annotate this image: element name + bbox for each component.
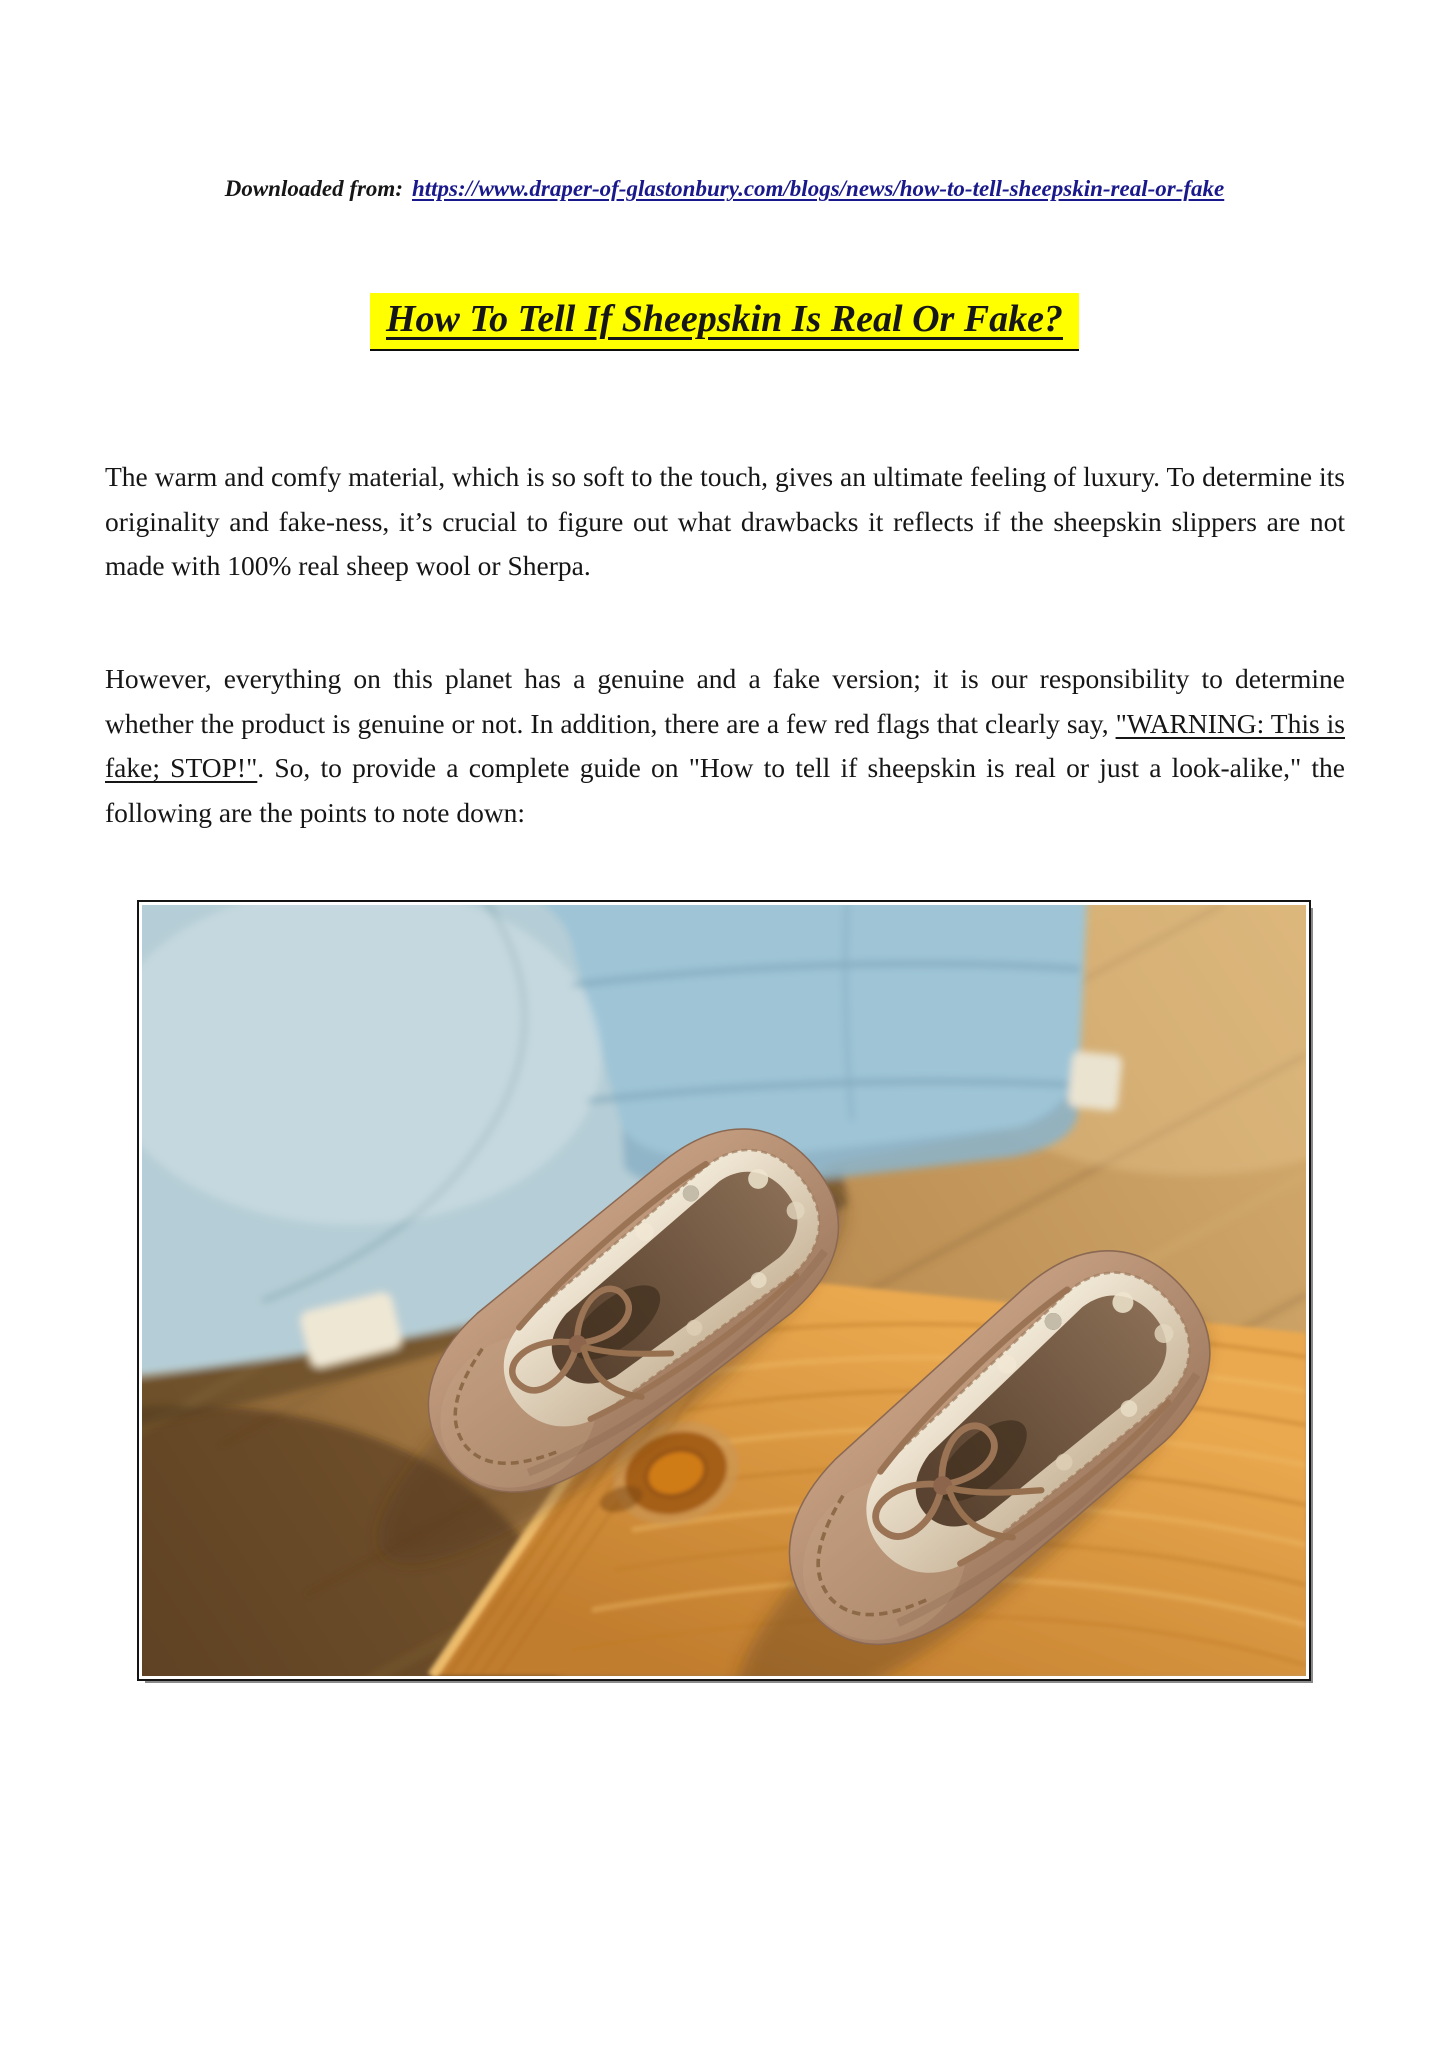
source-url-link[interactable]: https://www.draper-of-glastonbury.com/blogs/news/how-to-tell-sheepskin-real-or-fake bbox=[411, 176, 1225, 201]
paragraph-2-tail: . So, to provide a complete guide on "How to tell if sheepskin is real or just a look-alike," the following are the points to note down: bbox=[105, 752, 1345, 828]
title-text: How To Tell If Sheepskin Is Real Or Fake? bbox=[385, 298, 1064, 340]
source-line bbox=[0, 176, 1449, 202]
title-highlight bbox=[370, 293, 1079, 351]
paragraph-2 bbox=[105, 657, 1345, 835]
slippers-photo bbox=[137, 900, 1311, 1681]
source-label: Downloaded from: bbox=[224, 176, 403, 201]
paragraph-2-lead: However, everything on this planet has a genuine and a fake version; it is our responsibility to determine whether the product is genuine or not. In addition, there are a few red flags that clearly say, bbox=[105, 663, 1345, 739]
paragraph-1: The warm and comfy material, which is so soft to the touch, gives an ultimate feeling of luxury. To determine its originality and fake-ness, it’s crucial to figure out what drawbacks it reflects if the sheepskin slippers are not made with 100% real sheep wool or Sherpa. bbox=[105, 461, 1345, 581]
sofa-foot-right bbox=[1067, 1051, 1123, 1112]
slippers-photo-illustration bbox=[142, 905, 1306, 1676]
warning-underlined-text: "WARNING: This is fake; STOP!" bbox=[105, 707, 1345, 783]
page-title bbox=[0, 293, 1449, 351]
